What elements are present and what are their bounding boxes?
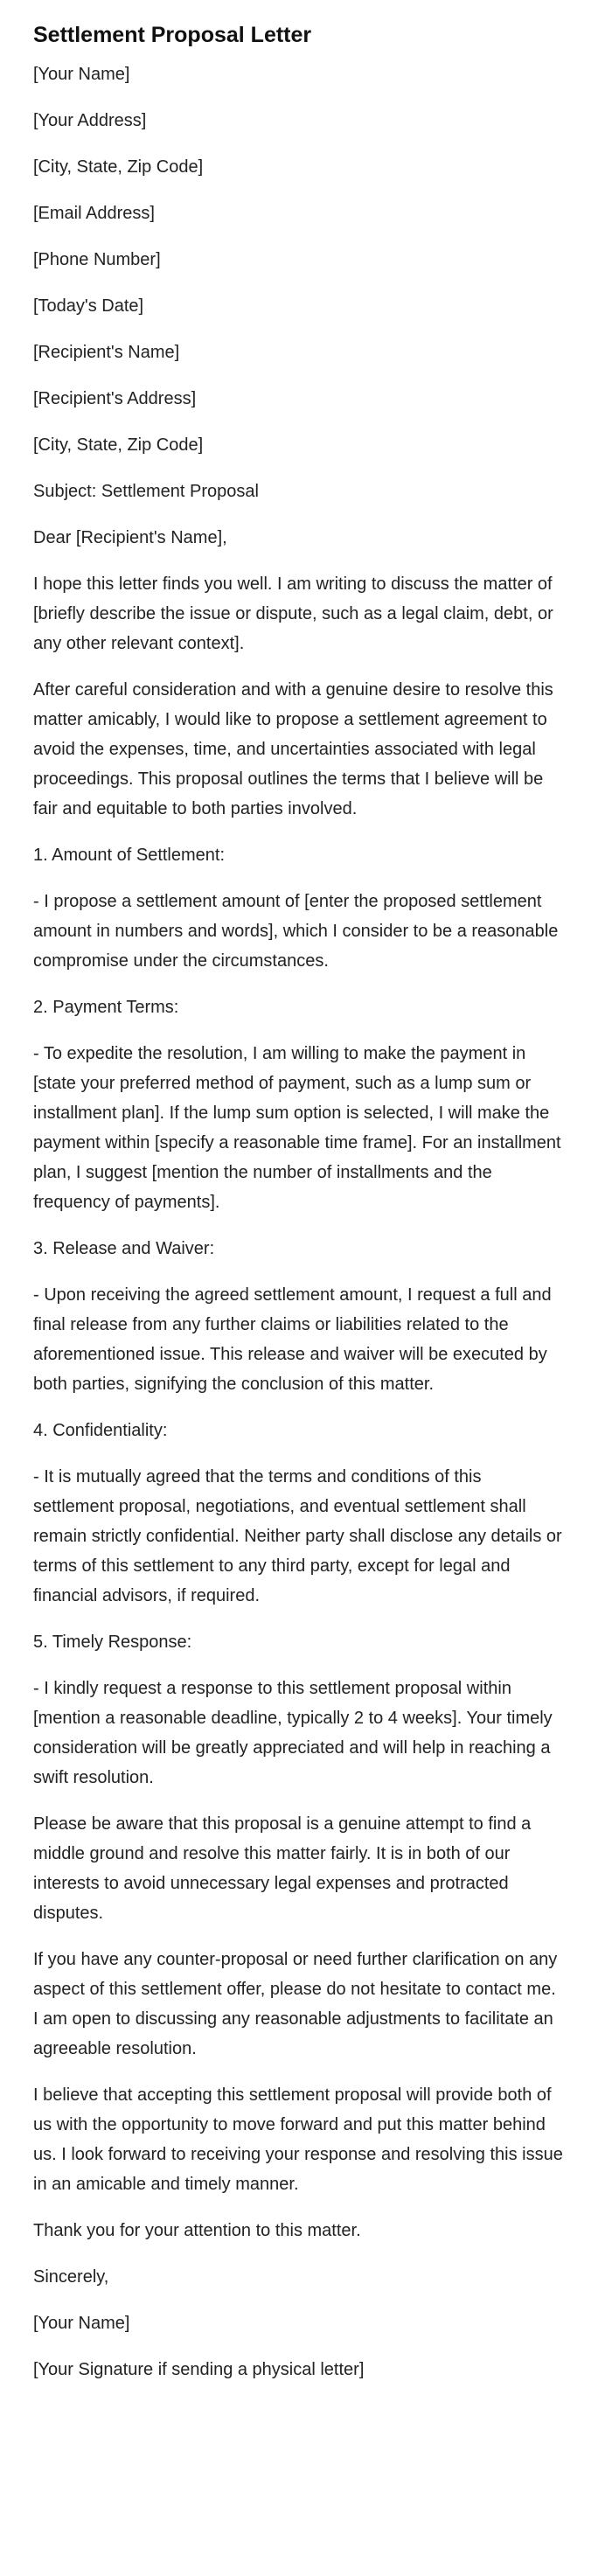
letter-date: [Today's Date] (33, 296, 144, 316)
closing-paragraph-2: If you have any counter-proposal or need further clarification on any aspect of this settlement offer, please do not hesitate to contact me. I am open to discussing any reasonable adjustments to facilitate an agreeable resolution. (33, 1950, 558, 2058)
sender-email: [Email Address] (33, 204, 155, 223)
recipient-name: [Recipient's Name] (33, 343, 180, 362)
sender-name: [Your Name] (33, 65, 130, 84)
subject-line: Subject: Settlement Proposal (33, 482, 259, 501)
closing-paragraph-3: I believe that accepting this settlement proposal will provide both of us with the opportunity to move forward and put this matter behind us. I look forward to receiving your response and resolving this issue in an amicable and timely manner. (33, 2085, 563, 2194)
section-text-amount: - I propose a settlement amount of [enter the proposed settlement amount in numbers and words], which I consider to be a reasonable compromise under the circumstances. (33, 892, 559, 971)
section-heading-release: 3. Release and Waiver: (33, 1239, 215, 1258)
sign-off: Sincerely, (33, 2267, 109, 2287)
sender-city-state-zip: [City, State, Zip Code] (33, 157, 204, 177)
sender-address: [Your Address] (33, 111, 147, 130)
letter-body (33, 59, 563, 2385)
section-text-payment: - To expedite the resolution, I am willing to make the payment in [state your preferred method of payment, such as a lump sum or installment plan]. If the lump sum option is selected, I will make the payment within [specify a reasonable time frame]. For an installment plan, I suggest [mention the number of installments and the frequency of payments]. (33, 1044, 561, 1212)
thanks-line: Thank you for your attention to this matter. (33, 2221, 361, 2240)
signature-line: [Your Signature if sending a physical letter] (33, 2360, 365, 2379)
document-title: Settlement Proposal Letter (33, 23, 312, 47)
section-heading-confidentiality: 4. Confidentiality: (33, 1421, 168, 1440)
section-text-release: - Upon receiving the agreed settlement amount, I request a full and final release from any further claims or liabilities related to the aforementioned issue. This release and waiver will be executed by both parties, signifying the conclusion of this matter. (33, 1285, 552, 1394)
salutation: Dear [Recipient's Name], (33, 528, 227, 547)
section-heading-amount: 1. Amount of Settlement: (33, 846, 226, 865)
intro-paragraph: I hope this letter finds you well. I am writing to discuss the matter of [briefly describe the issue or dispute, such as a legal claim, debt, or any other relevant context]. (33, 574, 553, 653)
section-heading-payment: 2. Payment Terms: (33, 998, 179, 1017)
closing-paragraph-1: Please be aware that this proposal is a genuine attempt to find a middle ground and resolve this matter fairly. It is in both of our interests to avoid unnecessary legal expenses and protracted disputes. (33, 1814, 532, 1923)
sender-phone: [Phone Number] (33, 250, 161, 269)
signature-name: [Your Name] (33, 2314, 130, 2333)
section-text-confidentiality: - It is mutually agreed that the terms and conditions of this settlement proposal, negotiations, and eventual settlement shall remain strictly confidential. Neither party shall disclose any details or terms of this settlement to any third party, except for legal and financial advisors, if required. (33, 1467, 562, 1605)
section-heading-response: 5. Timely Response: (33, 1633, 192, 1652)
recipient-address: [Recipient's Address] (33, 389, 197, 408)
recipient-city-state-zip: [City, State, Zip Code] (33, 435, 204, 455)
section-text-response: - I kindly request a response to this settlement proposal within [mention a reasonable deadline, typically 2 to 4 weeks]. Your timely consideration will be greatly appreciated and will help in reaching a swift resolution. (33, 1679, 553, 1787)
proposal-paragraph: After careful consideration and with a genuine desire to resolve this matter amicably, I would like to propose a settlement agreement to avoid the expenses, time, and uncertainties associated with legal proceedings. This proposal outlines the terms that I believe will be fair and equitable to both parties involved. (33, 680, 553, 818)
